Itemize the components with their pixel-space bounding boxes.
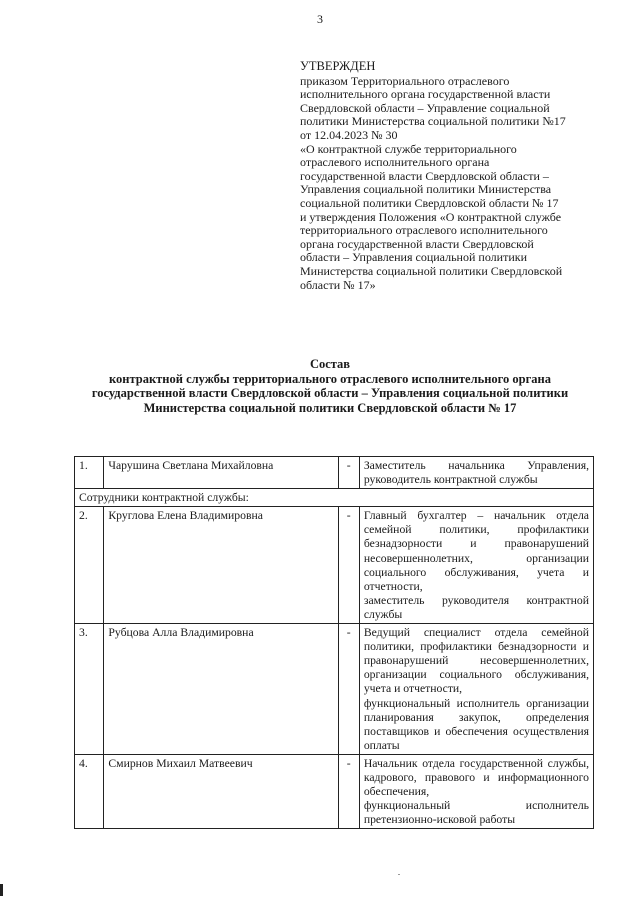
approval-line: социальной политики Свердловской области № 17	[300, 195, 559, 210]
row-number: 1.	[75, 457, 104, 489]
role-text: Начальник отдела государственной службы, кадрового, правового и информационного обеспечения,	[363, 756, 589, 799]
approval-line: области № 17»	[300, 277, 376, 292]
approval-line: органа государственной власти Свердловской	[300, 236, 534, 251]
approval-line: Министерства социальной политики Свердловской	[300, 263, 563, 278]
approval-line: политики Министерства социальной политики №17	[300, 114, 566, 129]
roster-table	[74, 456, 594, 829]
approval-block	[300, 60, 600, 292]
approval-line: Свердловской области – Управление социальной	[300, 100, 550, 115]
role-text: Заместитель начальника Управления, руководитель контрактной службы	[363, 459, 589, 487]
role-text: заместитель руководителя контрактной службы	[363, 593, 589, 621]
dash-separator: -	[338, 507, 359, 624]
member-name: Смирнов Михаил Матвеевич	[104, 754, 338, 828]
role-text: функциональный исполнитель организации планирования закупок, определения поставщиков и обеспечения осуществления оплаты	[363, 696, 589, 752]
section-row	[75, 489, 594, 507]
table-row	[75, 624, 594, 755]
member-role	[359, 754, 593, 828]
scan-edge-mark	[0, 884, 3, 896]
approval-line: приказом Территориального отраслевого	[300, 73, 510, 88]
table-row	[75, 507, 594, 624]
row-number: 2.	[75, 507, 104, 624]
scan-speck	[398, 874, 400, 875]
role-text: Главный бухгалтер – начальник отдела семейной политики, профилактики безнадзорности и правонарушений несовершеннолетних, организации социального обслуживания, учета и отчетности,	[363, 509, 589, 593]
member-name: Круглова Елена Владимировна	[104, 507, 338, 624]
title-line: Министерства социальной политики Свердловской области № 17	[143, 400, 517, 415]
table-row	[75, 754, 594, 828]
approval-line: от 12.04.2023 № 30	[300, 127, 398, 142]
title-line: контрактной службы территориального отраслевого исполнительного органа	[108, 371, 552, 386]
approval-line: и утверждения Положения «О контрактной службе	[300, 209, 562, 224]
title-heading: Состав	[309, 357, 351, 371]
approval-heading: УТВЕРЖДЕН	[300, 59, 376, 73]
title-line: государственной власти Свердловской области – Управления социальной политики	[91, 386, 569, 400]
role-text: функциональный исполнитель претензионно-исковой работы	[363, 799, 589, 827]
page-number: 3	[317, 12, 323, 26]
member-role	[359, 507, 593, 624]
approval-line: исполнительного органа государственной власти	[300, 87, 551, 102]
approval-line: Управления социальной политики Министерства	[300, 182, 552, 197]
member-name: Рубцова Алла Владимировна	[104, 624, 338, 755]
approval-line: территориального отраслевого исполнительного	[300, 223, 548, 238]
member-name: Чарушина Светлана Михайловна	[104, 457, 338, 489]
approval-line: отраслевого исполнительного органа	[300, 155, 490, 170]
dash-separator: -	[338, 624, 359, 755]
approval-line: области – Управления социальной политики	[300, 250, 527, 265]
table-row	[75, 457, 594, 489]
dash-separator: -	[338, 754, 359, 828]
member-role	[359, 457, 593, 489]
document-title	[60, 357, 600, 415]
staff-section-label: Сотрудники контрактной службы:	[75, 489, 594, 507]
dash-separator: -	[338, 457, 359, 489]
approval-line: «О контрактной службе территориального	[300, 141, 517, 156]
approval-line: государственной власти Свердловской области –	[300, 168, 549, 183]
role-text: Ведущий специалист отдела семейной политики, профилактики безнадзорности и правонарушений несовершеннолетних, организации социального обслуживания, учета и отчетности,	[363, 626, 589, 696]
row-number: 3.	[75, 624, 104, 755]
member-role	[359, 624, 593, 755]
row-number: 4.	[75, 754, 104, 828]
